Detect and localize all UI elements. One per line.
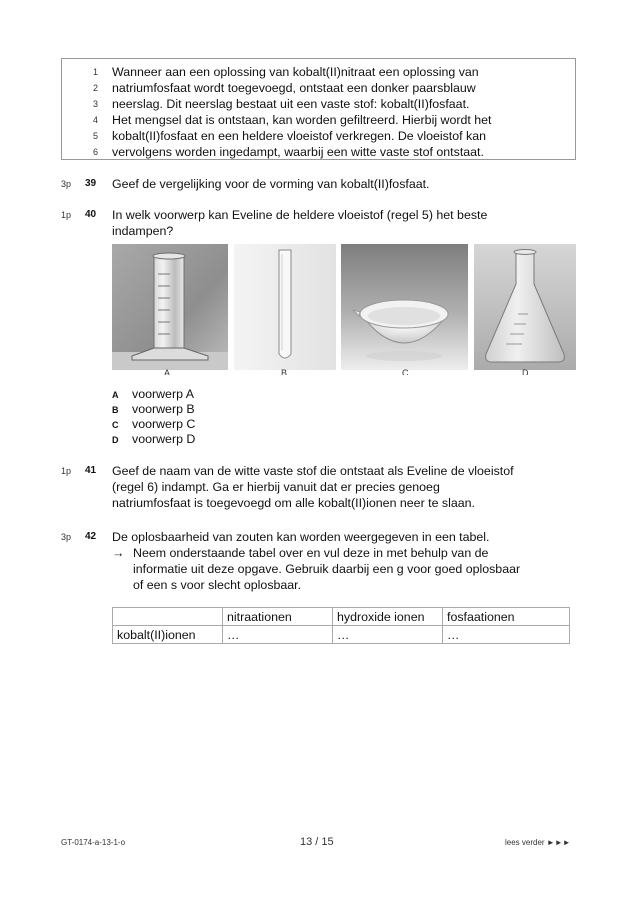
- line-text: Wanneer aan een oplossing van kobalt(II)nitraat een oplossing van: [112, 65, 479, 79]
- option-text: voorwerp A: [132, 387, 194, 401]
- question-number: 42: [85, 531, 97, 542]
- table-header-row: [113, 608, 570, 626]
- question-line: informatie uit deze opgave. Gebruik daarbij een g voor goed oplosbaar: [133, 562, 521, 576]
- table-header-cell: fosfaationen: [443, 608, 570, 626]
- table-header-cell: nitraationen: [223, 608, 333, 626]
- question-text: [112, 529, 572, 593]
- photo-label: C: [402, 369, 409, 375]
- option-text: voorwerp C: [132, 417, 196, 431]
- passage-box: [61, 58, 576, 160]
- table-header-cell: [113, 608, 223, 626]
- question-line: Geef de naam van de witte vaste stof die ontstaat als Eveline de vloeistof: [112, 464, 514, 478]
- question-number: 39: [85, 178, 97, 189]
- passage-line: [62, 96, 577, 112]
- question-line: natriumfosfaat is toegevoegd om alle kobalt(II)ionen neer te slaan.: [112, 496, 475, 510]
- line-number: 2: [92, 83, 98, 93]
- question-line: indampen?: [112, 224, 174, 238]
- option-text: voorwerp D: [132, 432, 196, 446]
- option-letter: A: [112, 390, 119, 400]
- line-number: 6: [92, 147, 98, 157]
- question-number: 40: [85, 209, 97, 220]
- passage-line: [62, 112, 577, 128]
- option-letter: C: [112, 420, 119, 430]
- option-letter: D: [112, 435, 119, 445]
- question-line: (regel 6) indampt. Ga er hierbij vanuit dat er precies genoeg: [112, 480, 440, 494]
- line-number: 1: [92, 67, 98, 77]
- question-points: 3p: [61, 179, 72, 189]
- line-number: 5: [92, 131, 98, 141]
- photo-erlenmeyer-flask: [474, 244, 576, 370]
- table-cell[interactable]: …: [443, 626, 570, 644]
- photo-evaporating-dish: [341, 244, 468, 370]
- line-text: natriumfosfaat wordt toegevoegd, ontstaat een donker paarsblauw: [112, 81, 476, 95]
- photo-label: B: [281, 369, 288, 375]
- question-line: De oplosbaarheid van zouten kan worden weergegeven in een tabel.: [112, 530, 490, 544]
- question-number: 41: [85, 465, 97, 476]
- answer-option-a[interactable]: [112, 387, 194, 403]
- table-cell[interactable]: …: [333, 626, 443, 644]
- table-header-cell: hydroxide ionen: [333, 608, 443, 626]
- footer-code: GT-0174-a-13-1-o: [61, 838, 126, 847]
- answer-option-b[interactable]: [112, 402, 195, 418]
- photo-test-tube: [234, 244, 336, 370]
- question-line: of een s voor slecht oplosbaar.: [133, 578, 302, 592]
- table-row: [113, 626, 570, 644]
- line-text: Het mengsel dat is ontstaan, kan worden gefiltreerd. Hierbij wordt het: [112, 113, 492, 127]
- photo-label: A: [164, 369, 171, 375]
- question-line: In welk voorwerp kan Eveline de heldere vloeistof (regel 5) het beste: [112, 208, 488, 222]
- passage-line: [62, 128, 577, 144]
- line-text: neerslag. Dit neerslag bestaat uit een vaste stof: kobalt(II)fosfaat.: [112, 97, 470, 111]
- answer-option-c[interactable]: [112, 417, 195, 433]
- passage-line: [62, 80, 577, 96]
- line-text: kobalt(II)fosfaat en een heldere vloeistof verkregen. De vloeistof kan: [112, 129, 486, 143]
- question-text: [112, 463, 572, 511]
- passage-line: [62, 144, 577, 160]
- photo-label: D: [522, 369, 529, 375]
- passage-line: [62, 64, 577, 80]
- arrow-icon: →: [112, 546, 125, 560]
- question-points: 1p: [61, 210, 72, 220]
- question-text: [112, 207, 572, 239]
- option-text: voorwerp B: [132, 402, 195, 416]
- question-text: Geef de vergelijking voor de vorming van kobalt(II)fosfaat.: [112, 177, 430, 191]
- table-cell[interactable]: …: [223, 626, 333, 644]
- option-letter: B: [112, 405, 119, 415]
- photo-measuring-cylinder: [112, 244, 228, 370]
- solubility-table: [112, 607, 570, 644]
- line-number: 4: [92, 115, 98, 125]
- line-text: vervolgens worden ingedampt, waarbij een witte vaste stof ontstaat.: [112, 145, 484, 159]
- question-line: Neem onderstaande tabel over en vul deze in met behulp van de: [133, 546, 489, 560]
- footer-page-number: 13 / 15: [300, 836, 334, 848]
- table-cell: kobalt(II)ionen: [113, 626, 223, 644]
- question-points: 3p: [61, 532, 72, 542]
- question-points: 1p: [61, 466, 72, 476]
- line-number: 3: [92, 99, 98, 109]
- footer-next: lees verder ►►►: [505, 838, 571, 847]
- answer-option-d[interactable]: [112, 432, 195, 448]
- instruction-block: [112, 545, 572, 593]
